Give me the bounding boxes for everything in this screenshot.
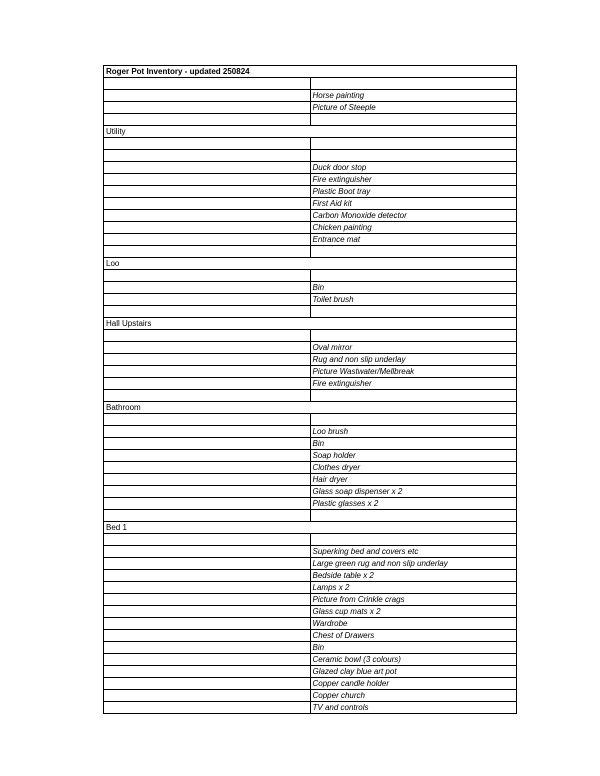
table-row [104, 462, 517, 474]
table-row [104, 654, 517, 666]
item-cell: Clothes dryer [310, 462, 517, 474]
table-row [104, 522, 517, 534]
item-cell: Duck door stop [310, 162, 517, 174]
table-row [104, 558, 517, 570]
table-row [104, 702, 517, 714]
section-cell [104, 174, 311, 186]
section-cell [104, 498, 311, 510]
item-cell: Horse painting [310, 90, 517, 102]
table-row [104, 606, 517, 618]
item-cell: Picture of Steeple [310, 102, 517, 114]
item-cell: Bin [310, 438, 517, 450]
section-cell [104, 474, 311, 486]
item-cell: Picture from Crinkle crags [310, 594, 517, 606]
section-cell [104, 690, 311, 702]
section-cell [104, 330, 311, 342]
item-cell: Bedside table x 2 [310, 570, 517, 582]
section-cell [104, 90, 311, 102]
table-row [104, 258, 517, 270]
table-row [104, 318, 517, 330]
section-cell [104, 354, 311, 366]
item-cell: Bin [310, 642, 517, 654]
table-row [104, 438, 517, 450]
section-cell [104, 486, 311, 498]
item-cell: Wardrobe [310, 618, 517, 630]
item-cell: Fire extinguisher [310, 174, 517, 186]
table-row [104, 294, 517, 306]
table-row [104, 330, 517, 342]
item-cell: Lamps x 2 [310, 582, 517, 594]
section-cell [104, 210, 311, 222]
section-cell [104, 630, 311, 642]
section-cell [104, 138, 311, 150]
section-cell [104, 618, 311, 630]
table-row [104, 90, 517, 102]
item-cell: Picture Wastwater/Mellbreak [310, 366, 517, 378]
item-cell: Chest of Drawers [310, 630, 517, 642]
section-cell [104, 102, 311, 114]
section-cell [104, 426, 311, 438]
item-cell: Copper church [310, 690, 517, 702]
item-cell: Bin [310, 282, 517, 294]
table-row [104, 210, 517, 222]
table-row [104, 282, 517, 294]
section-cell [104, 270, 311, 282]
section-cell [104, 390, 311, 402]
section-cell [104, 114, 311, 126]
item-cell: Loo brush [310, 426, 517, 438]
table-row [104, 174, 517, 186]
section-cell [104, 678, 311, 690]
item-cell: Toilet brush [310, 294, 517, 306]
item-cell: Entrance mat [310, 234, 517, 246]
item-cell [310, 306, 517, 318]
inventory-table-body [104, 66, 517, 714]
table-row [104, 198, 517, 210]
item-cell: Chicken painting [310, 222, 517, 234]
section-cell [104, 666, 311, 678]
section-cell [104, 570, 311, 582]
table-row [104, 546, 517, 558]
section-cell [104, 642, 311, 654]
section-cell [104, 282, 311, 294]
section-cell [104, 546, 311, 558]
section-cell [104, 702, 311, 714]
table-row [104, 162, 517, 174]
item-cell: Carbon Monoxide detector [310, 210, 517, 222]
item-cell [310, 330, 517, 342]
table-row [104, 150, 517, 162]
section-cell [104, 510, 311, 522]
item-cell [310, 78, 517, 90]
item-cell [310, 510, 517, 522]
item-cell: Soap holder [310, 450, 517, 462]
table-row [104, 474, 517, 486]
item-cell: Superking bed and covers etc [310, 546, 517, 558]
section-cell [104, 78, 311, 90]
table-row [104, 582, 517, 594]
item-cell: Oval mirror [310, 342, 517, 354]
item-cell [310, 534, 517, 546]
section-cell [104, 162, 311, 174]
table-row [104, 630, 517, 642]
section-cell [104, 246, 311, 258]
table-row [104, 594, 517, 606]
table-row [104, 486, 517, 498]
section-cell [104, 378, 311, 390]
item-cell: TV and controls [310, 702, 517, 714]
section-cell [104, 342, 311, 354]
item-cell: Rug and non slip underlay [310, 354, 517, 366]
item-cell [310, 246, 517, 258]
table-row [104, 690, 517, 702]
section-cell [104, 462, 311, 474]
item-cell: Copper candle holder [310, 678, 517, 690]
table-row [104, 138, 517, 150]
section-cell [104, 222, 311, 234]
sheet-title: Roger Pot Inventory - updated 250824 [106, 67, 250, 76]
table-row [104, 378, 517, 390]
item-cell [310, 390, 517, 402]
table-row [104, 414, 517, 426]
item-cell: Glass cup mats x 2 [310, 606, 517, 618]
item-cell [310, 114, 517, 126]
section-cell [104, 438, 311, 450]
table-row [104, 666, 517, 678]
item-cell: Hair dryer [310, 474, 517, 486]
table-row [104, 186, 517, 198]
table-row [104, 354, 517, 366]
table-row [104, 78, 517, 90]
section-label: Hall Upstairs [104, 318, 517, 330]
section-cell [104, 294, 311, 306]
section-cell [104, 594, 311, 606]
section-cell [104, 558, 311, 570]
table-row [104, 570, 517, 582]
table-row [104, 642, 517, 654]
section-label: Utility [104, 126, 517, 138]
section-cell [104, 534, 311, 546]
section-cell [104, 150, 311, 162]
table-row [104, 222, 517, 234]
section-label: Bed 1 [104, 522, 517, 534]
table-row [104, 306, 517, 318]
table-row [104, 450, 517, 462]
table-row [104, 618, 517, 630]
item-cell: First Aid kit [310, 198, 517, 210]
section-cell [104, 306, 311, 318]
item-cell [310, 150, 517, 162]
item-cell: Plastic Boot tray [310, 186, 517, 198]
section-cell [104, 234, 311, 246]
table-row [104, 402, 517, 414]
section-cell [104, 366, 311, 378]
table-row [104, 366, 517, 378]
table-row [104, 246, 517, 258]
section-cell [104, 414, 311, 426]
table-row [104, 426, 517, 438]
table-row [104, 102, 517, 114]
section-label: Bathroom [104, 402, 517, 414]
item-cell: Ceramic bowl (3 colours) [310, 654, 517, 666]
table-row [104, 126, 517, 138]
item-cell: Large green rug and non slip underlay [310, 558, 517, 570]
section-cell [104, 450, 311, 462]
section-cell [104, 198, 311, 210]
table-row [104, 114, 517, 126]
table-row [104, 390, 517, 402]
table-row [104, 678, 517, 690]
item-cell: Fire extinguisher [310, 378, 517, 390]
inventory-table [103, 65, 517, 714]
item-cell: Glass soap dispenser x 2 [310, 486, 517, 498]
section-label: Loo [104, 258, 517, 270]
item-cell: Plastic glasses x 2 [310, 498, 517, 510]
section-cell [104, 582, 311, 594]
table-row [104, 534, 517, 546]
section-cell [104, 606, 311, 618]
table-row [104, 510, 517, 522]
item-cell: Glazed clay blue art pot [310, 666, 517, 678]
table-row [104, 270, 517, 282]
section-cell [104, 186, 311, 198]
section-cell [104, 654, 311, 666]
table-row [104, 498, 517, 510]
item-cell [310, 270, 517, 282]
item-cell [310, 414, 517, 426]
item-cell [310, 138, 517, 150]
table-row [104, 342, 517, 354]
table-row [104, 234, 517, 246]
title-row [104, 66, 517, 78]
